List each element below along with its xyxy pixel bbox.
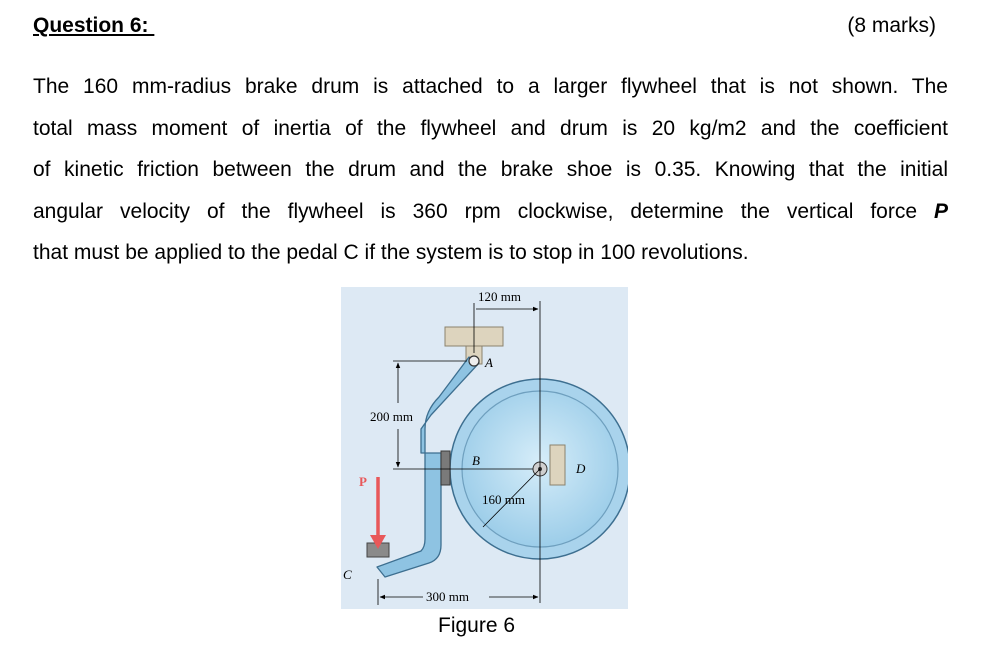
question-title: Question 6: [33,14,155,37]
label-b: B [472,453,480,468]
label-a: A [485,355,493,370]
label-300-mm: 300 mm [426,589,469,604]
label-d: D [576,461,586,476]
label-120-mm: 120 mm [478,289,521,304]
brake-shoe [441,451,450,485]
pin-a [469,356,479,366]
problem-line-2: total mass moment of inertia of the flywheel and drum is 20 kg/m2 and the coefficient [33,116,948,140]
problem-statement [33,66,948,274]
problem-line-4-text: angular velocity of the flywheel is 360 rpm clockwise, determine the vertical force [33,199,934,223]
marks-label: (8 marks) [847,14,936,37]
force-symbol: P [933,199,948,223]
label-200-mm: 200 mm [370,409,413,424]
brake-diagram [341,287,628,609]
problem-line-1: The 160 mm-radius brake drum is attached to a larger flywheel that is not shown. The [33,75,948,98]
axle-bracket [550,445,565,485]
problem-line-4 [33,191,948,233]
figure-6 [341,287,628,609]
label-160-mm: 160 mm [482,492,525,507]
label-c: C [343,567,352,582]
figure-caption: Figure 6 [438,614,516,637]
problem-line-3: of kinetic friction between the drum and the brake shoe is 0.35. Knowing that the initial [33,158,948,181]
label-p: P [359,474,367,489]
problem-line-5: that must be applied to the pedal C if the system is to stop in 100 revolutions. [33,241,749,264]
